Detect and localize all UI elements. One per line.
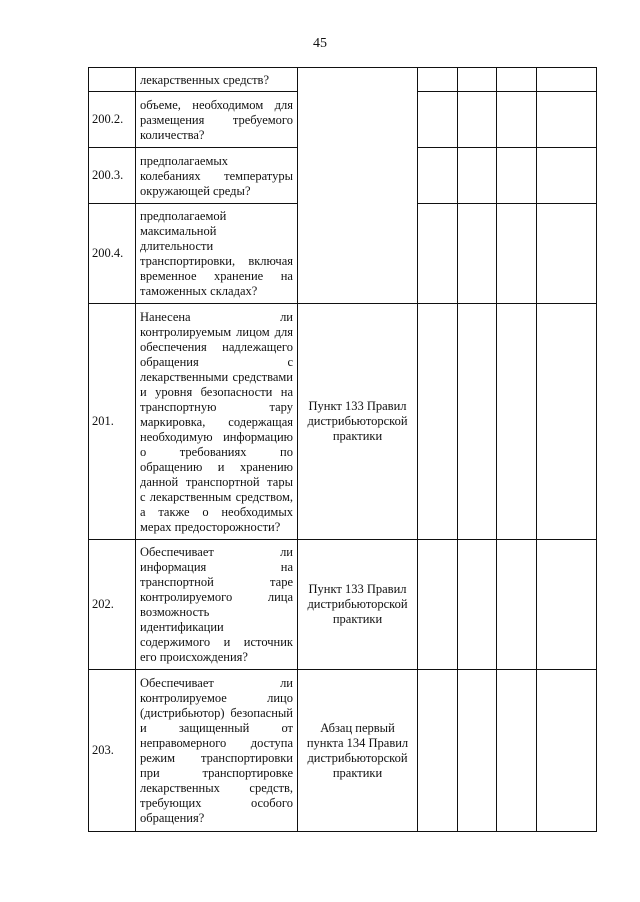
item-number: 200.3. bbox=[89, 148, 136, 204]
question-line: о требованиях по bbox=[140, 444, 293, 459]
item-number: 200.2. bbox=[89, 92, 136, 148]
reference-cell: Пункт 133 Правил дистрибьюторской практики bbox=[298, 304, 418, 540]
question-line: предполагаемой bbox=[140, 209, 227, 223]
question-line: обращения? bbox=[140, 811, 205, 825]
answer-cell[interactable] bbox=[418, 204, 458, 304]
question-line: транспортной таре bbox=[140, 575, 293, 589]
answer-cell[interactable] bbox=[418, 148, 458, 204]
answer-cell[interactable] bbox=[458, 92, 497, 148]
answer-cell[interactable] bbox=[497, 540, 537, 670]
question-line: и уровня безопасности на bbox=[140, 384, 293, 399]
answer-cell[interactable] bbox=[458, 204, 497, 304]
table-row bbox=[89, 68, 597, 92]
question-line: предполагаемых bbox=[140, 153, 229, 168]
question-line: обращению и хранению bbox=[140, 459, 293, 474]
answer-cell[interactable] bbox=[458, 670, 497, 832]
question-line: объеме, необходимом для bbox=[140, 97, 293, 112]
question-line: Нанесена ли bbox=[140, 309, 293, 324]
question-line: информация на bbox=[140, 560, 293, 574]
checklist-table bbox=[88, 67, 597, 832]
table-row bbox=[89, 670, 597, 832]
question-line: максимальной bbox=[140, 224, 217, 238]
answer-cell[interactable] bbox=[537, 92, 597, 148]
question-line: длительности bbox=[140, 239, 214, 253]
question-line: маркировка, содержащая bbox=[140, 414, 293, 429]
question-cell bbox=[136, 204, 298, 304]
question-line: временное хранение на bbox=[140, 269, 293, 283]
question-line: его происхождения? bbox=[140, 650, 248, 664]
item-number: 200.4. bbox=[89, 204, 136, 304]
question-cell bbox=[136, 540, 298, 670]
answer-cell[interactable] bbox=[418, 68, 458, 92]
question-line: необходимую информацию bbox=[140, 429, 293, 444]
question-cell bbox=[136, 148, 298, 204]
question-line: транспортную тару bbox=[140, 399, 293, 414]
question-line: и защищенный от bbox=[140, 721, 293, 735]
question-line: с лекарственным средством, bbox=[140, 489, 293, 504]
question-line: при транспортировке bbox=[140, 766, 293, 780]
answer-cell[interactable] bbox=[537, 540, 597, 670]
answer-cell[interactable] bbox=[497, 204, 537, 304]
answer-cell[interactable] bbox=[497, 92, 537, 148]
question-cell bbox=[136, 304, 298, 540]
question-line: контролируемым лицом для bbox=[140, 324, 293, 339]
answer-cell[interactable] bbox=[537, 670, 597, 832]
answer-cell[interactable] bbox=[537, 148, 597, 204]
question-line: лекарственных средств? bbox=[140, 72, 270, 87]
question-line: транспортировки, включая bbox=[140, 254, 293, 268]
question-line: лекарственных средств, bbox=[140, 781, 293, 795]
question-line: требующих особого bbox=[140, 796, 293, 810]
question-cell bbox=[136, 92, 298, 148]
question-line: данной транспортной тары bbox=[140, 474, 293, 489]
item-number bbox=[89, 68, 136, 92]
answer-cell[interactable] bbox=[537, 68, 597, 92]
question-line: окружающей среды? bbox=[140, 183, 251, 198]
question-line: лекарственными средствами bbox=[140, 369, 293, 384]
question-line: а также о необходимых bbox=[140, 504, 293, 519]
page-number: 45 bbox=[313, 36, 327, 51]
item-number: 202. bbox=[89, 540, 136, 670]
answer-cell[interactable] bbox=[458, 304, 497, 540]
question-line: идентификации bbox=[140, 620, 224, 634]
answer-cell[interactable] bbox=[497, 68, 537, 92]
question-line: мерах предосторожности? bbox=[140, 519, 281, 534]
question-line: режим транспортировки bbox=[140, 751, 293, 765]
answer-cell[interactable] bbox=[458, 148, 497, 204]
question-line: возможность bbox=[140, 605, 210, 619]
answer-cell[interactable] bbox=[418, 92, 458, 148]
question-line: контролируемое лицо bbox=[140, 691, 293, 705]
answer-cell[interactable] bbox=[497, 148, 537, 204]
reference-cell: Абзац первый пункта 134 Правил дистрибьюторской практики bbox=[298, 670, 418, 832]
question-line: размещения требуемого bbox=[140, 112, 293, 127]
question-line: количества? bbox=[140, 127, 205, 142]
question-line: неправомерного доступа bbox=[140, 736, 293, 750]
question-line: (дистрибьютор) безопасный bbox=[140, 706, 293, 720]
reference-cell: Пункт 133 Правил дистрибьюторской практики bbox=[298, 540, 418, 670]
answer-cell[interactable] bbox=[418, 304, 458, 540]
answer-cell[interactable] bbox=[497, 670, 537, 832]
answer-cell[interactable] bbox=[537, 204, 597, 304]
answer-cell[interactable] bbox=[497, 304, 537, 540]
answer-cell[interactable] bbox=[418, 670, 458, 832]
question-line: содержимого и источник bbox=[140, 635, 293, 649]
question-cell bbox=[136, 68, 298, 92]
item-number: 203. bbox=[89, 670, 136, 832]
item-number: 201. bbox=[89, 304, 136, 540]
question-line: обеспечения надлежащего bbox=[140, 339, 293, 354]
answer-cell[interactable] bbox=[537, 304, 597, 540]
question-line: Обеспечивает ли bbox=[140, 676, 293, 690]
table-row bbox=[89, 540, 597, 670]
answer-cell[interactable] bbox=[458, 68, 497, 92]
answer-cell[interactable] bbox=[458, 540, 497, 670]
question-line: колебаниях температуры bbox=[140, 168, 293, 183]
table-row bbox=[89, 304, 597, 540]
answer-cell[interactable] bbox=[418, 540, 458, 670]
question-line: Обеспечивает ли bbox=[140, 545, 293, 559]
question-line: таможенных складах? bbox=[140, 284, 258, 298]
question-line: контролируемого лица bbox=[140, 590, 293, 604]
question-cell bbox=[136, 670, 298, 832]
question-line: обращения с bbox=[140, 354, 293, 369]
reference-cell bbox=[298, 68, 418, 304]
